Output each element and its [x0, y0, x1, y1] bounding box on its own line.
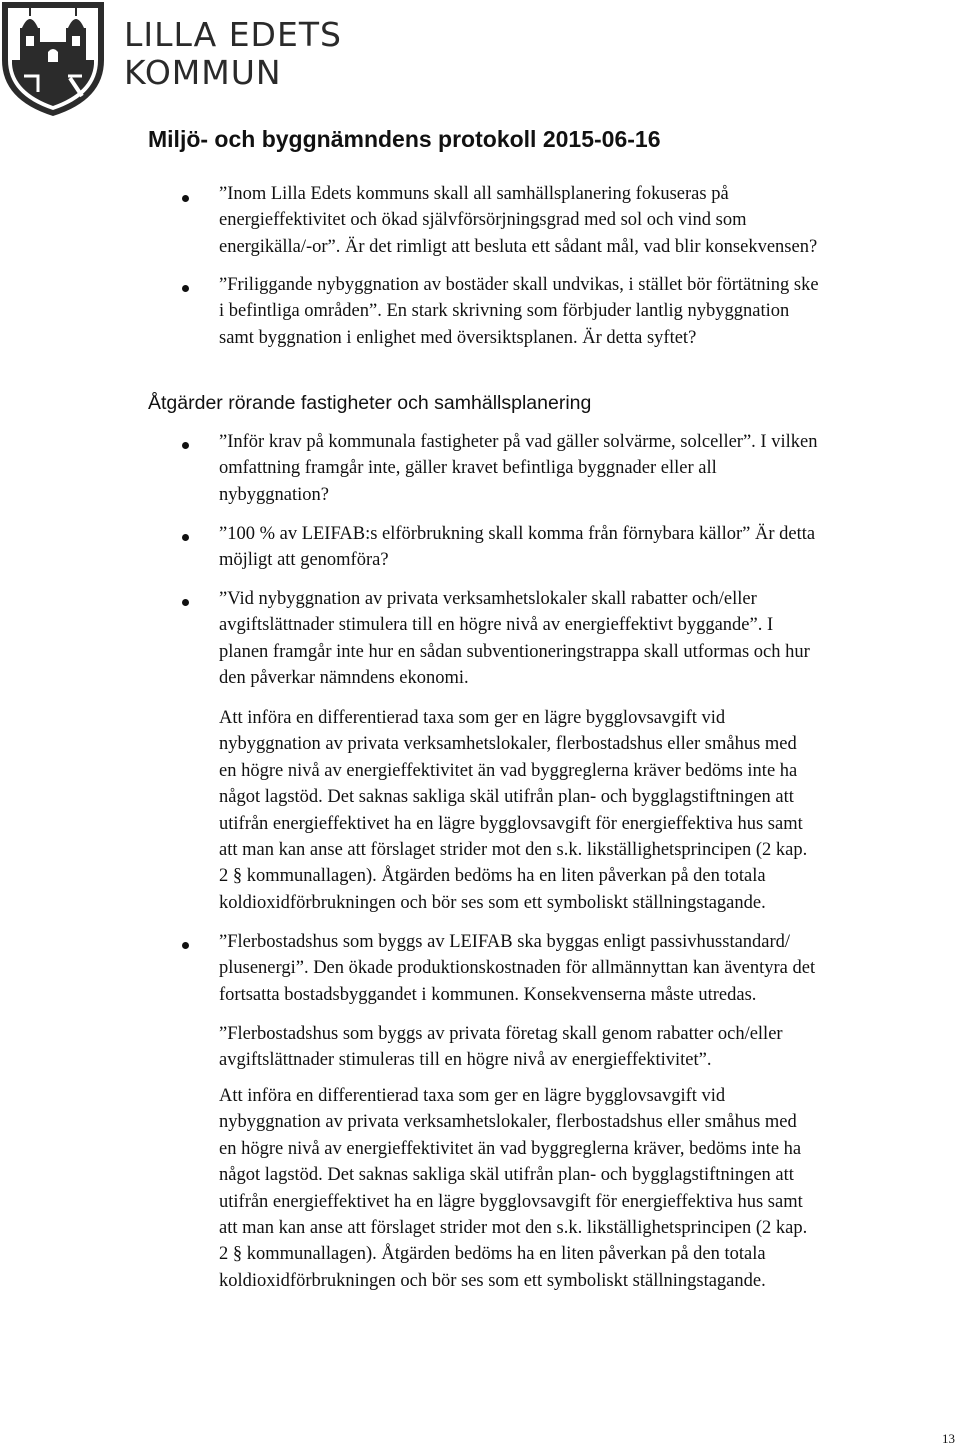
bullet-point	[182, 442, 189, 449]
paragraph	[219, 1021, 960, 1074]
municipal-coat-of-arms-logo	[0, 0, 106, 118]
text-line: ”Friliggande nybyggnation av bostäder skall undvikas, i stället bör förtätning ske	[219, 275, 819, 295]
page-number: 13	[942, 1431, 955, 1446]
text-line: ”Inför krav på kommunala fastigheter på vad gäller solvärme, solceller”. I vilken	[219, 432, 818, 452]
text-line: en högre nivå av energieffektivitet än vad byggreglerna kräver, bedöms inte ha	[219, 1138, 802, 1159]
text-line: något lagstöd. Det saknas sakliga skäl utifrån plan- och bygglagstiftningen att	[219, 1165, 794, 1186]
page-header	[0, 0, 960, 120]
bullet-point	[182, 195, 189, 202]
paragraph	[219, 272, 960, 351]
text-line: möjligt att genomföra?	[219, 550, 389, 571]
text-line: plusenergi”. Den ökade produktionskostnaden för allmännyttan kan äventyra det	[219, 958, 816, 979]
text-line: en högre nivå av energieffektivitet än vad byggreglerna kräver bedöms inte ha	[219, 760, 798, 781]
text-line: ”Flerbostadshus som byggs av LEIFAB ska byggas enligt passivhusstandard/	[219, 932, 791, 952]
paragraph	[219, 521, 960, 574]
text-line: nybyggnation av privata verksamhetslokaler, flerbostadshus eller småhus med	[219, 1112, 797, 1133]
text-line: utifrån energieffektivet ha en lägre bygglovsavgift för energieffektiva hus samt	[219, 1191, 803, 1212]
text-line: samt byggnation i enlighet med översiktsplanen. Är detta syftet?	[219, 327, 697, 348]
municipality-logo-wordmark	[124, 16, 342, 92]
text-line: energikälla/-or”. Är det rimligt att besluta ett sådant mål, vad blir konsekvensen?	[219, 236, 818, 257]
text-line: Att införa en differentierad taxa som ger en lägre bygglovsavgift vid	[219, 708, 726, 728]
text-line: att man kan anse att förslaget strider mot den s.k. likställighetsprincipen (2 kap.	[219, 1218, 808, 1239]
logo-line-2: KOMMUN	[124, 53, 282, 92]
text-line: omfattning framgår inte, gäller kravet befintliga byggnader eller all	[219, 458, 717, 479]
text-line: 2 § kommunallagen). Åtgärden bedöms ha en liten påverkan på den totala	[219, 1244, 766, 1265]
text-line: Att införa en differentierad taxa som ger en lägre bygglovsavgift vid	[219, 1086, 726, 1106]
text-line: avgiftslättnader stimulera till en högre nivå av energieffektivt byggande”. I	[219, 615, 774, 636]
text-line: planen framgår inte hur en sådan subventioneringstrappa skall utformas och hur	[219, 641, 810, 662]
text-line: nybyggnation?	[219, 484, 329, 505]
text-line: i befintliga områden”. En stark skrivning som förbjuder lantlig nybyggnation	[219, 301, 790, 322]
text-line: avgiftslättnader stimuleras till en högre nivå av energieffektivitet”.	[219, 1050, 712, 1071]
section-heading: Åtgärder rörande fastigheter och samhällsplanering	[148, 392, 592, 414]
text-line: fortsatta bostadsbyggandet i kommunen. Konsekvenserna måste utredas.	[219, 984, 757, 1005]
text-line: koldioxidförbrukningen och bör ses som ett symboliskt ställningstagande.	[219, 892, 766, 913]
text-line: nybyggnation av privata verksamhetslokaler, flerbostadshus eller småhus med	[219, 734, 797, 755]
bullet-point	[182, 285, 189, 292]
text-line: den påverkar nämndens ekonomi.	[219, 668, 469, 689]
text-line: att man kan anse att förslaget strider mot den s.k. likställighetsprincipen (2 kap.	[219, 840, 808, 861]
paragraph	[219, 1083, 960, 1294]
text-line: energieffektivitet och ökad självförsörjningsgrad med sol och vind som	[219, 210, 747, 231]
text-line: något lagstöd. Det saknas sakliga skäl utifrån plan- och bygglagstiftningen att	[219, 787, 794, 808]
bullet-point	[182, 599, 189, 606]
text-line: ”100 % av LEIFAB:s elförbrukning skall komma från förnybara källor” Är detta	[219, 524, 816, 544]
bullet-point	[182, 942, 189, 949]
logo-line-1: LILLA EDETS	[124, 15, 342, 54]
text-line: utifrån energieffektivet ha en lägre bygglovsavgift för energieffektiva hus samt	[219, 813, 803, 834]
paragraph	[219, 705, 960, 916]
text-line: ”Vid nybyggnation av privata verksamhetslokaler skall rabatter och/eller	[219, 589, 757, 609]
text-line: 2 § kommunallagen). Åtgärden bedöms ha en liten påverkan på den totala	[219, 866, 766, 887]
paragraph	[219, 929, 960, 1008]
document-title: Miljö- och byggnämndens protokoll 2015-06-16	[148, 126, 661, 152]
paragraph	[219, 181, 960, 260]
paragraph	[219, 429, 960, 508]
bullet-point	[182, 534, 189, 541]
paragraph	[219, 586, 960, 692]
text-line: ”Flerbostadshus som byggs av privata företag skall genom rabatter och/eller	[219, 1024, 783, 1044]
text-line: koldioxidförbrukningen och bör ses som ett symboliskt ställningstagande.	[219, 1270, 766, 1291]
text-line: ”Inom Lilla Edets kommuns skall all samhällsplanering fokuseras på	[219, 184, 729, 204]
